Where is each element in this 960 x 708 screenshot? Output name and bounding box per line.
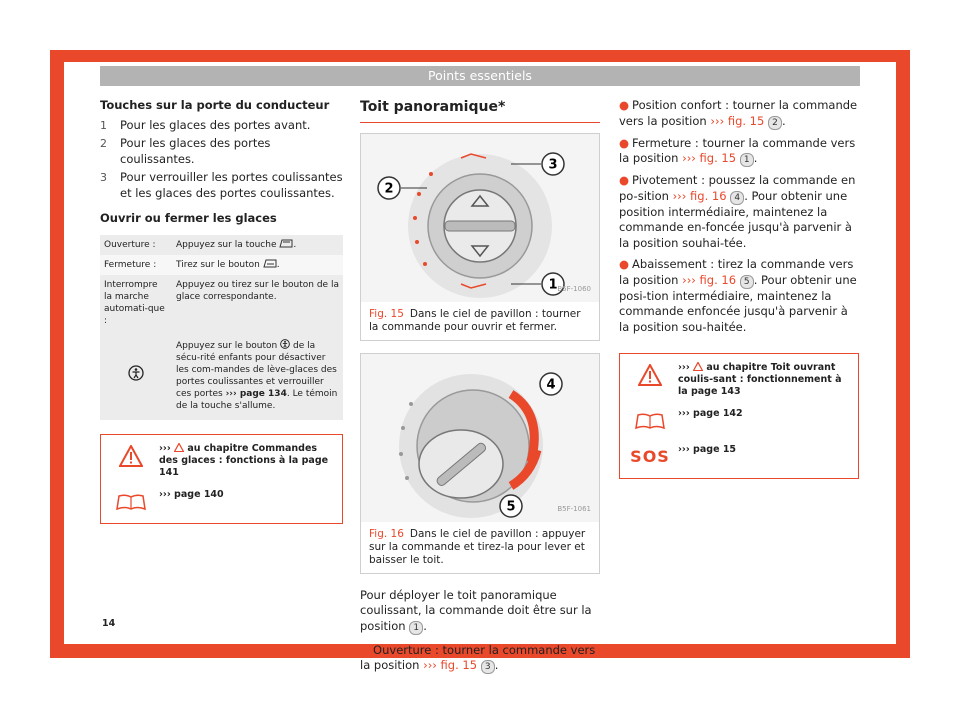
section-banner: Points essentiels — [100, 66, 860, 86]
column-1 — [100, 98, 343, 524]
table-row: Appuyez sur le bouton de la sécu-rité enfants pour désactiver les com-mandes de lève-glaces des portes coulissantes et verrouiller ces portes ››› page 134. Le témoin de la touche s'allume. — [100, 331, 343, 420]
svg-text:2: 2 — [384, 181, 394, 196]
sos-icon: SOS — [630, 447, 670, 466]
figure-caption: Fig. 15 Dans le ciel de pavillon : tourner la commande pour ouvrir et fermer. — [369, 307, 581, 333]
figure-link[interactable]: ››› fig. 16 — [682, 272, 737, 287]
bullet-item: ● Pivotement : poussez la commande en po-sition ››› fig. 16 4 . Pour obtenir une position intermédiaire, maintenez la commande en-foncée jusqu'à parvenir à la position souhai-tée. — [619, 173, 856, 250]
warning-icon — [628, 362, 672, 388]
svg-text:5: 5 — [506, 499, 516, 514]
bullet-item: ● Position confort : tourner la commande vers la position ››› fig. 15 2 . — [619, 98, 858, 128]
table-row: Fermeture : Tirez sur le bouton . — [100, 255, 343, 275]
list-item: 1 Pour les glaces des portes avant. — [100, 117, 311, 132]
window-icon — [279, 239, 293, 248]
section-title: Toit panoramique* — [360, 100, 600, 123]
figure-link[interactable]: ››› fig. 15 — [710, 113, 765, 128]
figure-caption: Fig. 16 Dans le ciel de pavillon : appuyer sur la commande et tirez-la pour lever et baisser le toit. — [369, 527, 586, 566]
sub-heading: Ouvrir ou fermer les glaces — [100, 211, 277, 225]
figure-link[interactable]: ››› fig. 15 — [682, 151, 737, 165]
list-item: 3 Pour verrouiller les portes coulissantes et les glaces des portes coulissantes. — [100, 170, 343, 200]
table-row: Interrompre la marche automati-que : Appuyez ou tirez sur le bouton de la glace correspondante. — [100, 275, 343, 331]
warning-icon — [693, 362, 703, 371]
warning-icon — [109, 443, 153, 469]
page-number: 14 — [102, 618, 116, 629]
svg-text:1: 1 — [548, 277, 558, 292]
figure-link[interactable]: ››› fig. 15 — [423, 658, 478, 672]
column-2 — [360, 100, 600, 680]
bullet-item: ● Abaissement : tirez la commande vers la position ››› fig. 16 5 . Pour obtenir une posi-tion intermédiaire, maintenez la commande enfoncée jusqu'à parvenir à la position sou-haitée. — [619, 257, 857, 334]
column-3 — [619, 98, 859, 479]
section-heading: Touches sur la porte du conducteur — [100, 98, 330, 112]
bullet-item: ● Ouverture : tourner la commande vers la position ››› fig. 15 3 . — [360, 642, 596, 672]
warning-box: ››› au chapitre Toit ouvrant coulis-sant : fonctionnement à la page 143 ››› page 142 SOS ››› page 15 — [619, 353, 859, 479]
warning-icon — [174, 443, 184, 452]
svg-text:4: 4 — [546, 377, 556, 392]
figure-link[interactable]: ››› fig. 16 — [672, 188, 727, 203]
push-pull-switch-illustration — [361, 354, 599, 522]
list-item: 2 Pour les glaces des portes coulissantes. — [100, 136, 271, 166]
child-safety-icon — [128, 365, 144, 381]
figure-16 — [360, 353, 600, 574]
controls-table — [100, 235, 343, 420]
figure-image: 1 2 3 B5F-1060 — [361, 134, 599, 302]
figure-15 — [360, 133, 600, 341]
info-book-icon — [628, 408, 672, 434]
table-row: Ouverture : Appuyez sur la touche . — [100, 235, 343, 255]
child-safety-icon — [280, 339, 290, 349]
info-book-icon — [109, 489, 153, 515]
rotary-switch-illustration — [361, 134, 599, 302]
svg-text:3: 3 — [548, 157, 558, 172]
warning-box: ››› au chapitre Commandes des glaces : fonctions à la page 141 ››› page 140 — [100, 434, 343, 524]
window-icon — [263, 259, 277, 268]
figure-image: 4 5 B5F-1061 — [361, 354, 599, 522]
paragraph: Pour déployer le toit panoramique coulissant, la commande doit être sur la position 1 . — [360, 587, 592, 633]
bullet-item: ● Fermeture : tourner la commande vers la position ››› fig. 15 1 . — [619, 135, 856, 165]
